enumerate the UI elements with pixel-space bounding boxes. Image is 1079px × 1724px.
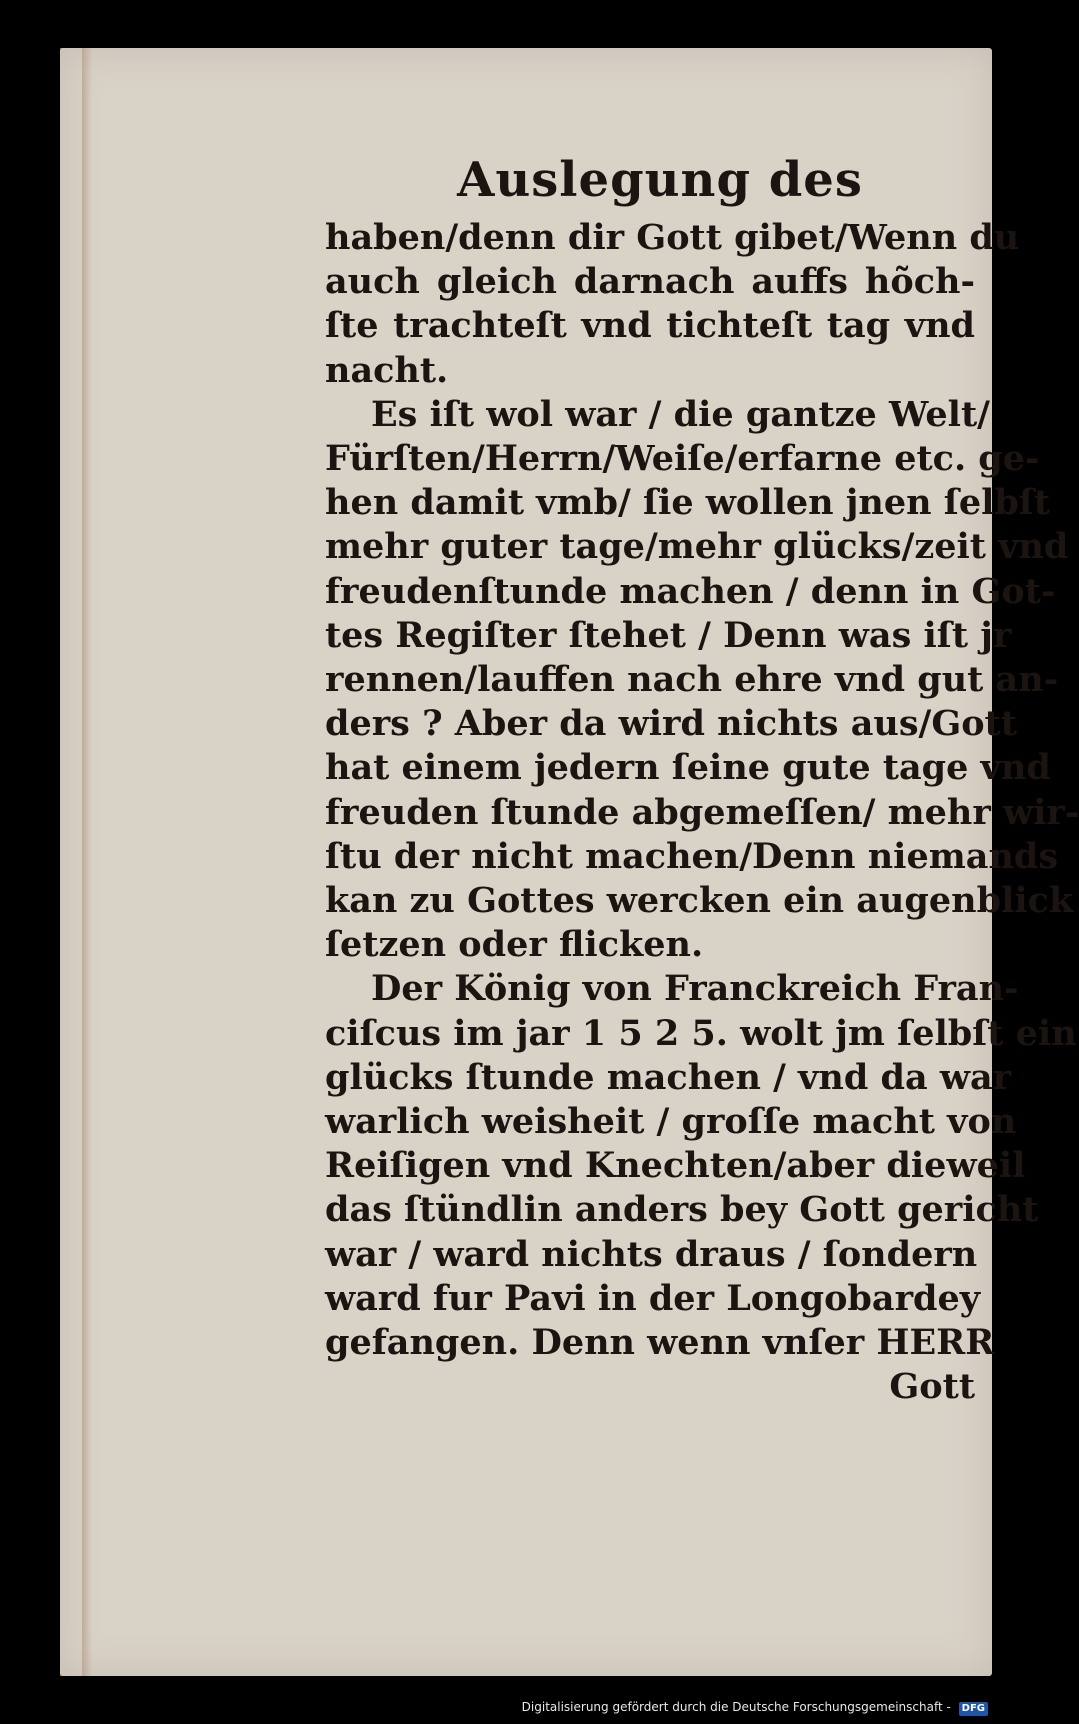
text-line: ciſcus im jar 1 5 2 5. wolt jm ſelbſt ein — [325, 1012, 1077, 1054]
text-line: ſetzen oder flicken. — [325, 924, 704, 966]
text-line: ſte trachteſt vnd tichteſt tag vnd — [325, 305, 975, 347]
dfg-logo: DFG — [959, 1702, 988, 1716]
text-line: warlich weisheit / groſſe macht von — [325, 1101, 1017, 1143]
text-line: hat einem jedern ſeine gute tage vnd — [325, 747, 1051, 789]
text-line: ward fur Pavi in der Longobardey — [325, 1277, 981, 1319]
page-gutter-shadow — [82, 48, 92, 1676]
text-line: Fürſten/Herrn/Weiſe/erfarne etc. ge- — [325, 438, 1040, 480]
text-line: freuden ſtunde abgemeſſen/ mehr wir- — [325, 791, 1079, 833]
text-line: hen damit vmb/ ſie wollen jnen ſelbſt — [325, 482, 1051, 524]
running-header: Auslegung des — [457, 152, 863, 208]
digitization-credit — [0, 1699, 1000, 1716]
text-line: Es iſt wol war / die gantze Welt/ — [371, 393, 990, 435]
text-line: das ſtündlin anders bey Gott gericht — [325, 1189, 1039, 1231]
text-line: Reiſigen vnd Knechten/aber dieweil — [325, 1145, 1026, 1187]
text-line: Der König von Franckreich Fran- — [371, 968, 1019, 1010]
text-block — [325, 150, 1079, 1409]
text-line: tes Regiſter ſtehet / Denn was iſt jr — [325, 614, 1012, 656]
text-line: mehr guter tage/mehr glücks/zeit vnd — [325, 526, 1069, 568]
text-line: haben/denn dir Gott gibet/Wenn du — [325, 217, 1020, 258]
text-line: ders ? Aber da wird nichts aus/Gott — [325, 703, 1017, 745]
text-line: freudenſtunde machen / denn in Got- — [325, 570, 1056, 612]
text-line: gefangen. Denn wenn vnſer HERR — [325, 1322, 995, 1364]
text-line: war / ward nichts draus / ſondern — [325, 1233, 978, 1275]
text-line: kan zu Gottes wercken ein augenblick — [325, 880, 1074, 922]
credit-text: Digitalisierung gefördert durch die Deutsche Forschungsgemeinschaft - — [521, 1700, 951, 1714]
text-line: ſtu der nicht machen/Denn niemands — [325, 835, 1059, 877]
text-line: glücks ſtunde machen / vnd da war — [325, 1056, 1012, 1098]
text-line: nacht. — [325, 349, 449, 391]
text-line: rennen/lauffen nach ehre vnd gut an- — [325, 659, 1059, 701]
catchword: Gott — [889, 1366, 975, 1408]
text-line: auch gleich darnach auffs hõch- — [325, 261, 975, 303]
